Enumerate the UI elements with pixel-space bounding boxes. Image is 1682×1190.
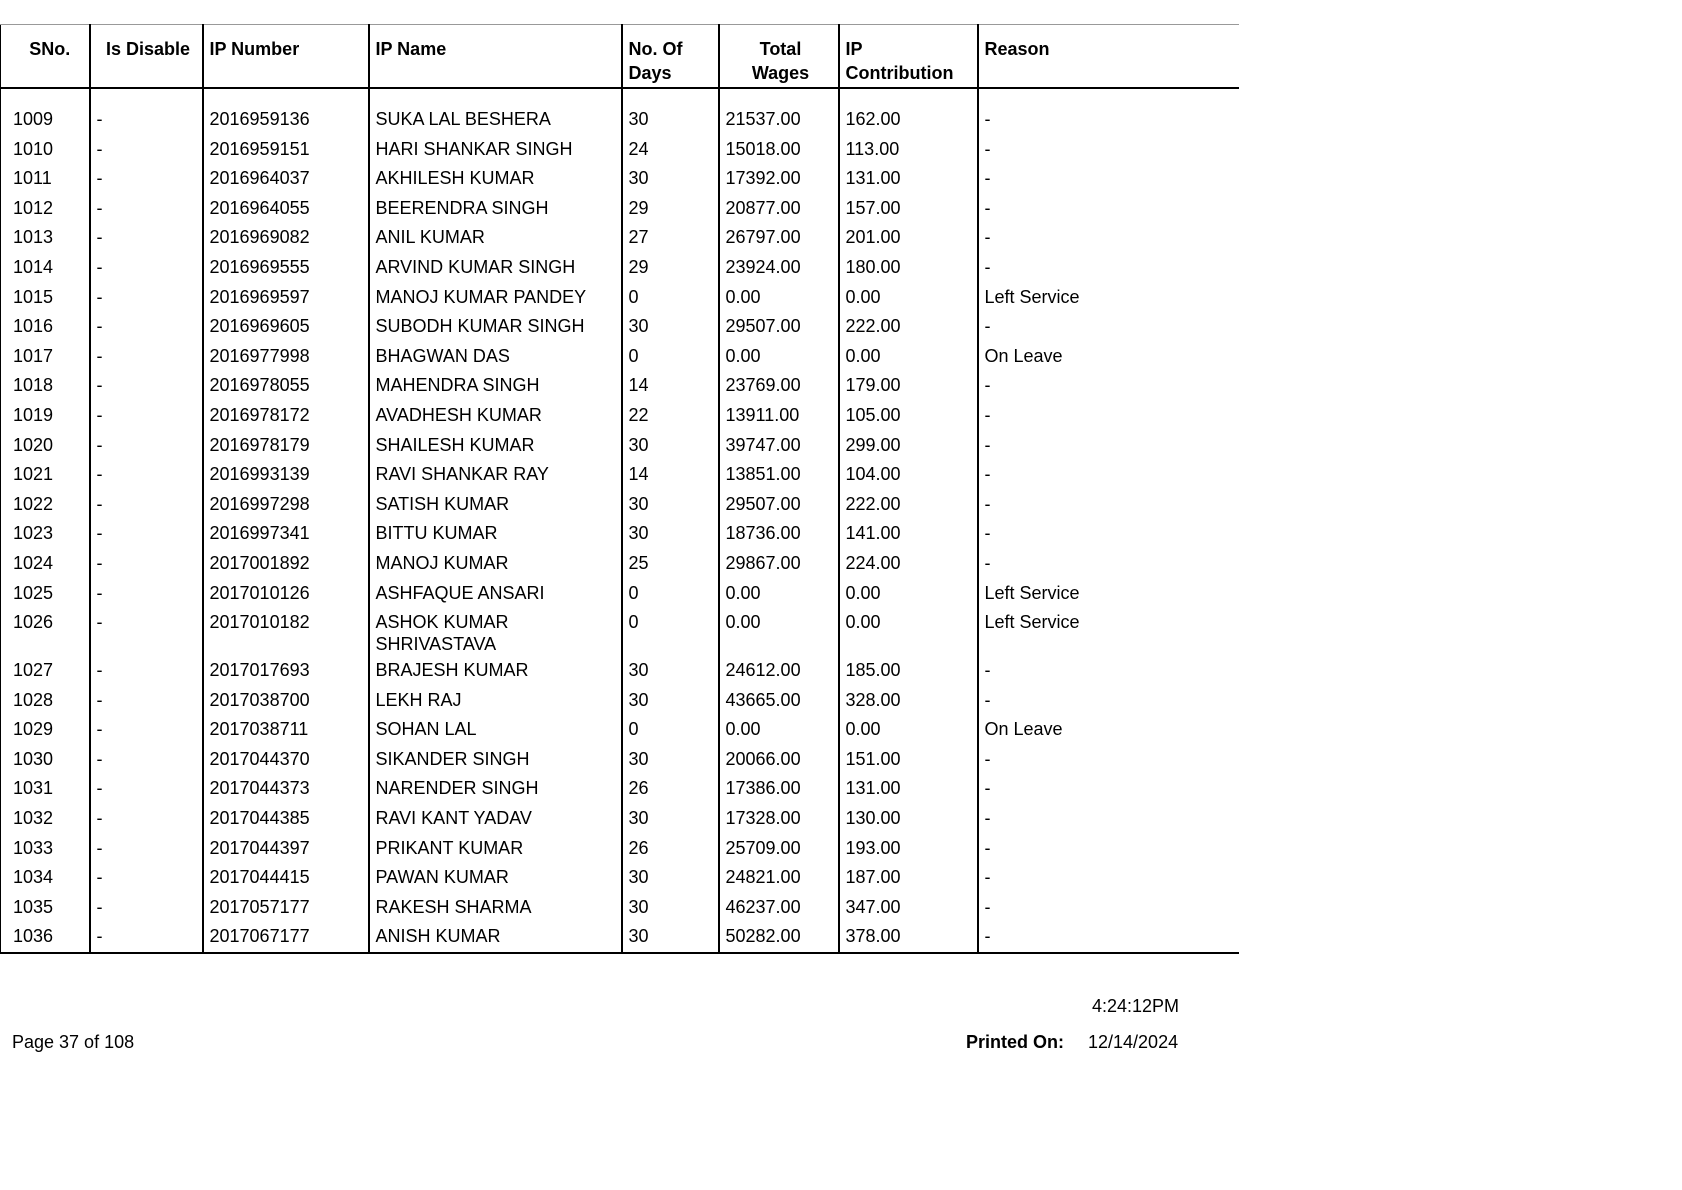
days-cell: 30: [622, 803, 719, 833]
sno-cell: 1015: [1, 282, 90, 312]
table-row: [1, 370, 1239, 400]
ip-name-cell: ASHOK KUMAR SHRIVASTAVA: [369, 607, 622, 655]
sno-cell: 1025: [1, 578, 90, 608]
reason-cell: -: [984, 404, 991, 425]
ip-name-cell: ANISH KUMAR: [369, 921, 622, 953]
days-cell: 30: [622, 862, 719, 892]
ip-contribution-cell: 0.00: [839, 714, 978, 744]
is-disable-cell: -: [90, 655, 203, 685]
days-cell: 30: [622, 311, 719, 341]
ip-contribution-cell: 131.00: [839, 163, 978, 193]
days-cell: 14: [622, 370, 719, 400]
ip-number-cell: 2016959136: [203, 104, 369, 134]
column-header-text: Total: [759, 39, 802, 59]
table-row: [1, 548, 1239, 578]
is-disable-cell: -: [90, 252, 203, 282]
ip-contribution-cell: 193.00: [839, 833, 978, 863]
column-header-total-wages: [719, 25, 839, 89]
ip-number-cell: 2016969555: [203, 252, 369, 282]
sno-cell: 1034: [1, 862, 90, 892]
reason-cell: Left Service: [984, 612, 1080, 633]
sno-cell: 1031: [1, 773, 90, 803]
ip-name-cell: RAVI SHANKAR RAY: [369, 459, 622, 489]
is-disable-cell: -: [90, 489, 203, 519]
days-cell: 0: [622, 607, 719, 655]
is-disable-cell: -: [90, 892, 203, 922]
total-wages-cell: 13851.00: [719, 459, 839, 489]
total-wages-cell: 39747.00: [719, 430, 839, 460]
sno-cell: 1032: [1, 803, 90, 833]
column-header-text: IP Number: [209, 39, 300, 59]
is-disable-cell: -: [90, 548, 203, 578]
ip-number-cell: 2017038711: [203, 714, 369, 744]
ip-name-cell: SUKA LAL BESHERA: [369, 104, 622, 134]
ip-contribution-cell: 201.00: [839, 222, 978, 252]
ip-number-cell: 2017067177: [203, 921, 369, 953]
total-wages-cell: 46237.00: [719, 892, 839, 922]
total-wages-cell: 29507.00: [719, 311, 839, 341]
total-wages-cell: 20877.00: [719, 193, 839, 223]
sno-cell: 1028: [1, 685, 90, 715]
days-cell: 30: [622, 655, 719, 685]
days-cell: 30: [622, 921, 719, 953]
sno-cell: 1009: [1, 104, 90, 134]
table-body: [1, 88, 1239, 953]
is-disable-cell: -: [90, 518, 203, 548]
ip-contribution-cell: 222.00: [839, 311, 978, 341]
ip-number-cell: 2016997341: [203, 518, 369, 548]
is-disable-cell: -: [90, 773, 203, 803]
days-cell: 30: [622, 518, 719, 548]
table-row: [1, 518, 1239, 548]
total-wages-cell: 23769.00: [719, 370, 839, 400]
reason-cell: -: [984, 138, 991, 159]
table-row: [1, 892, 1239, 922]
column-header-text: IP Name: [375, 39, 447, 59]
printed-on-date: 12/14/2024: [1088, 1032, 1179, 1052]
table-row: [1, 341, 1239, 371]
table-row: [1, 862, 1239, 892]
ip-name-cell: SHAILESH KUMAR: [369, 430, 622, 460]
reason-cell: -: [978, 921, 1239, 953]
ip-name-cell: MANOJ KUMAR: [369, 548, 622, 578]
total-wages-cell: 25709.00: [719, 833, 839, 863]
days-cell: 29: [622, 193, 719, 223]
is-disable-cell: -: [90, 134, 203, 164]
ip-name-cell: ANIL KUMAR: [369, 222, 622, 252]
table-row: [1, 193, 1239, 223]
days-cell: 0: [622, 578, 719, 608]
reason-cell: -: [984, 434, 991, 455]
ip-number-cell: 2016964037: [203, 163, 369, 193]
ip-number-cell: 2016969605: [203, 311, 369, 341]
column-header-text: Contribution: [845, 63, 954, 83]
ip-name-cell: BRAJESH KUMAR: [369, 655, 622, 685]
total-wages-cell: 50282.00: [719, 921, 839, 953]
column-header-no-of-days: [622, 25, 719, 89]
sno-cell: 1029: [1, 714, 90, 744]
ip-number-cell: 2017057177: [203, 892, 369, 922]
ip-name-cell: SATISH KUMAR: [369, 489, 622, 519]
ip-name-cell: HARI SHANKAR SINGH: [369, 134, 622, 164]
table-row: [1, 459, 1239, 489]
ip-name-cell: PAWAN KUMAR: [369, 862, 622, 892]
ip-contribution-cell: 141.00: [839, 518, 978, 548]
is-disable-cell: -: [90, 341, 203, 371]
reason-cell: -: [984, 896, 991, 917]
sno-cell: 1033: [1, 833, 90, 863]
total-wages-cell: 17392.00: [719, 163, 839, 193]
table-row: [1, 921, 1239, 953]
table-row: [1, 282, 1239, 312]
ip-name-cell: AKHILESH KUMAR: [369, 163, 622, 193]
total-wages-cell: 29507.00: [719, 489, 839, 519]
total-wages-cell: 26797.00: [719, 222, 839, 252]
table-row: [1, 311, 1239, 341]
ip-contribution-cell: 104.00: [839, 459, 978, 489]
ip-name-cell: NARENDER SINGH: [369, 773, 622, 803]
table-row: [1, 833, 1239, 863]
sno-cell: 1035: [1, 892, 90, 922]
reason-cell: -: [984, 109, 991, 129]
ip-name-cell: SUBODH KUMAR SINGH: [369, 311, 622, 341]
ip-number-cell: 2017001892: [203, 548, 369, 578]
is-disable-cell: -: [90, 744, 203, 774]
ip-name-cell: SOHAN LAL: [369, 714, 622, 744]
is-disable-cell: -: [90, 921, 203, 953]
total-wages-cell: 21537.00: [719, 104, 839, 134]
total-wages-cell: 17386.00: [719, 773, 839, 803]
ip-contribution-cell: 0.00: [839, 578, 978, 608]
sno-cell: 1011: [1, 163, 90, 193]
ip-name-cell: RAKESH SHARMA: [369, 892, 622, 922]
total-wages-cell: 17328.00: [719, 803, 839, 833]
is-disable-cell: -: [90, 370, 203, 400]
sno-cell: 1010: [1, 134, 90, 164]
reason-cell: Left Service: [984, 286, 1080, 307]
page-number: Page 37 of 108: [12, 1032, 135, 1052]
days-cell: 30: [622, 104, 719, 134]
days-cell: 0: [622, 282, 719, 312]
ip-number-cell: 2017010126: [203, 578, 369, 608]
reason-cell: -: [984, 316, 991, 337]
ip-name-cell: ARVIND KUMAR SINGH: [369, 252, 622, 282]
table-row: [1, 163, 1239, 193]
days-cell: 25: [622, 548, 719, 578]
is-disable-cell: -: [90, 104, 203, 134]
days-cell: 27: [622, 222, 719, 252]
table-row: [1, 400, 1239, 430]
ip-number-cell: 2016969082: [203, 222, 369, 252]
table-row: [1, 104, 1239, 134]
is-disable-cell: -: [90, 282, 203, 312]
ip-number-cell: 2016997298: [203, 489, 369, 519]
ip-contribution-cell: 105.00: [839, 400, 978, 430]
is-disable-cell: -: [90, 714, 203, 744]
ip-contribution-cell: 222.00: [839, 489, 978, 519]
total-wages-cell: 24821.00: [719, 862, 839, 892]
reason-cell: -: [984, 256, 991, 277]
days-cell: 0: [622, 714, 719, 744]
sno-cell: 1016: [1, 311, 90, 341]
days-cell: 30: [622, 744, 719, 774]
header-spacer-row: [1, 88, 1239, 104]
reason-cell: On Leave: [984, 719, 1063, 740]
days-cell: 30: [622, 685, 719, 715]
is-disable-cell: -: [90, 803, 203, 833]
ip-contribution-cell: 131.00: [839, 773, 978, 803]
column-header-text: Wages: [751, 63, 810, 83]
days-cell: 22: [622, 400, 719, 430]
ip-number-cell: 2017044370: [203, 744, 369, 774]
table-row: [1, 744, 1239, 774]
sno-cell: 1026: [1, 607, 90, 655]
days-cell: 30: [622, 163, 719, 193]
total-wages-cell: 0.00: [719, 714, 839, 744]
table-row: [1, 607, 1239, 655]
sno-cell: 1024: [1, 548, 90, 578]
ip-contribution-cell: 180.00: [839, 252, 978, 282]
ip-number-cell: 2016978179: [203, 430, 369, 460]
table-row: [1, 803, 1239, 833]
is-disable-cell: -: [90, 833, 203, 863]
table-row: [1, 685, 1239, 715]
column-header-text: Is Disable: [105, 39, 191, 59]
ip-number-cell: 2017044385: [203, 803, 369, 833]
reason-cell: Left Service: [984, 582, 1080, 603]
report-table-container: [0, 24, 1238, 954]
is-disable-cell: -: [90, 459, 203, 489]
ip-number-cell: 2016964055: [203, 193, 369, 223]
ip-number-cell: 2016959151: [203, 134, 369, 164]
reason-cell: On Leave: [984, 345, 1063, 366]
ip-contribution-cell: 347.00: [839, 892, 978, 922]
sno-cell: 1021: [1, 459, 90, 489]
total-wages-cell: 24612.00: [719, 655, 839, 685]
reason-cell: -: [984, 837, 991, 858]
is-disable-cell: -: [90, 400, 203, 430]
is-disable-cell: -: [90, 685, 203, 715]
is-disable-cell: -: [90, 607, 203, 655]
sno-cell: 1018: [1, 370, 90, 400]
days-cell: 26: [622, 773, 719, 803]
ip-number-cell: 2016978055: [203, 370, 369, 400]
days-cell: 0: [622, 341, 719, 371]
column-header-text: SNo.: [29, 39, 71, 59]
ip-number-cell: 2017044397: [203, 833, 369, 863]
total-wages-cell: 0.00: [719, 282, 839, 312]
sno-cell: 1014: [1, 252, 90, 282]
column-header-reason: [978, 25, 1239, 89]
ip-name-cell: ASHFAQUE ANSARI: [369, 578, 622, 608]
ip-number-cell: 2017010182: [203, 607, 369, 655]
column-header-ip-contribution: [839, 25, 978, 89]
total-wages-cell: 23924.00: [719, 252, 839, 282]
reason-cell: -: [984, 523, 991, 544]
ip-contribution-cell: 187.00: [839, 862, 978, 892]
column-header-text: IP: [845, 39, 863, 59]
column-header-text: Reason: [984, 39, 1050, 59]
ip-name-cell: BITTU KUMAR: [369, 518, 622, 548]
reason-cell: -: [984, 493, 991, 514]
table-row: [1, 578, 1239, 608]
column-header-text: Days: [628, 63, 672, 83]
sno-cell: 1019: [1, 400, 90, 430]
ip-contribution-cell: 162.00: [839, 104, 978, 134]
ip-contribution-cell: 328.00: [839, 685, 978, 715]
sno-cell: 1030: [1, 744, 90, 774]
reason-cell: -: [984, 552, 991, 573]
ip-name-cell: AVADHESH KUMAR: [369, 400, 622, 430]
ip-name-cell: LEKH RAJ: [369, 685, 622, 715]
ip-name-cell: BHAGWAN DAS: [369, 341, 622, 371]
table-row: [1, 773, 1239, 803]
sno-cell: 1020: [1, 430, 90, 460]
table-row: [1, 134, 1239, 164]
reason-cell: -: [984, 227, 991, 248]
is-disable-cell: -: [90, 430, 203, 460]
ip-number-cell: 2016969597: [203, 282, 369, 312]
is-disable-cell: -: [90, 578, 203, 608]
sno-cell: 1027: [1, 655, 90, 685]
header-row: [1, 25, 1239, 89]
total-wages-cell: 13911.00: [719, 400, 839, 430]
ip-contribution-cell: 113.00: [839, 134, 978, 164]
ip-contribution-cell: 0.00: [839, 341, 978, 371]
days-cell: 26: [622, 833, 719, 863]
reason-cell: -: [984, 464, 991, 485]
printed-time: 4:24:12PM: [1092, 996, 1180, 1016]
reason-cell: -: [984, 748, 991, 769]
ip-number-cell: 2017038700: [203, 685, 369, 715]
sno-cell: 1023: [1, 518, 90, 548]
contribution-table: [0, 24, 1239, 954]
total-wages-cell: 0.00: [719, 341, 839, 371]
ip-number-cell: 2017044415: [203, 862, 369, 892]
total-wages-cell: 29867.00: [719, 548, 839, 578]
reason-cell: -: [984, 197, 991, 218]
reason-cell: -: [984, 808, 991, 829]
total-wages-cell: 0.00: [719, 578, 839, 608]
ip-name-cell: MANOJ KUMAR PANDEY: [369, 282, 622, 312]
ip-number-cell: 2017044373: [203, 773, 369, 803]
ip-number-cell: 2016993139: [203, 459, 369, 489]
ip-contribution-cell: 130.00: [839, 803, 978, 833]
is-disable-cell: -: [90, 163, 203, 193]
table-row: [1, 430, 1239, 460]
reason-cell: -: [984, 867, 991, 888]
ip-name-cell: SIKANDER SINGH: [369, 744, 622, 774]
reason-cell: -: [984, 660, 991, 681]
ip-number-cell: 2017017693: [203, 655, 369, 685]
total-wages-cell: 43665.00: [719, 685, 839, 715]
total-wages-cell: 0.00: [719, 607, 839, 655]
is-disable-cell: -: [90, 311, 203, 341]
printed-on-label: Printed On:: [966, 1032, 1064, 1052]
sno-cell: 1017: [1, 341, 90, 371]
ip-name-cell: PRIKANT KUMAR: [369, 833, 622, 863]
ip-contribution-cell: 157.00: [839, 193, 978, 223]
table-row: [1, 252, 1239, 282]
is-disable-cell: -: [90, 222, 203, 252]
reason-cell: -: [984, 168, 991, 189]
sno-cell: 1012: [1, 193, 90, 223]
is-disable-cell: -: [90, 862, 203, 892]
days-cell: 30: [622, 430, 719, 460]
ip-contribution-cell: 185.00: [839, 655, 978, 685]
days-cell: 24: [622, 134, 719, 164]
total-wages-cell: 15018.00: [719, 134, 839, 164]
column-header-ip-number: [203, 25, 369, 89]
ip-contribution-cell: 378.00: [839, 921, 978, 953]
table-row: [1, 222, 1239, 252]
days-cell: 30: [622, 892, 719, 922]
ip-contribution-cell: 151.00: [839, 744, 978, 774]
reason-cell: -: [984, 375, 991, 396]
sno-cell: 1022: [1, 489, 90, 519]
ip-contribution-cell: 299.00: [839, 430, 978, 460]
total-wages-cell: 20066.00: [719, 744, 839, 774]
table-row: [1, 655, 1239, 685]
column-header-is-disable: [90, 25, 203, 89]
days-cell: 30: [622, 489, 719, 519]
column-header-sno: [1, 25, 90, 89]
is-disable-cell: -: [90, 193, 203, 223]
days-cell: 29: [622, 252, 719, 282]
ip-name-cell: BEERENDRA SINGH: [369, 193, 622, 223]
days-cell: 14: [622, 459, 719, 489]
table-row: [1, 714, 1239, 744]
sno-cell: 1036: [1, 921, 90, 953]
reason-cell: -: [984, 778, 991, 799]
ip-contribution-cell: 0.00: [839, 607, 978, 655]
table-row: [1, 489, 1239, 519]
ip-number-cell: 2016977998: [203, 341, 369, 371]
ip-name-cell: RAVI KANT YADAV: [369, 803, 622, 833]
sno-cell: 1013: [1, 222, 90, 252]
ip-contribution-cell: 0.00: [839, 282, 978, 312]
column-header-ip-name: [369, 25, 622, 89]
ip-contribution-cell: 179.00: [839, 370, 978, 400]
total-wages-cell: 18736.00: [719, 518, 839, 548]
reason-cell: -: [984, 689, 991, 710]
ip-number-cell: 2016978172: [203, 400, 369, 430]
table-header: [1, 25, 1239, 89]
ip-contribution-cell: 224.00: [839, 548, 978, 578]
column-header-text: No. Of: [628, 39, 683, 59]
ip-name-cell: MAHENDRA SINGH: [369, 370, 622, 400]
